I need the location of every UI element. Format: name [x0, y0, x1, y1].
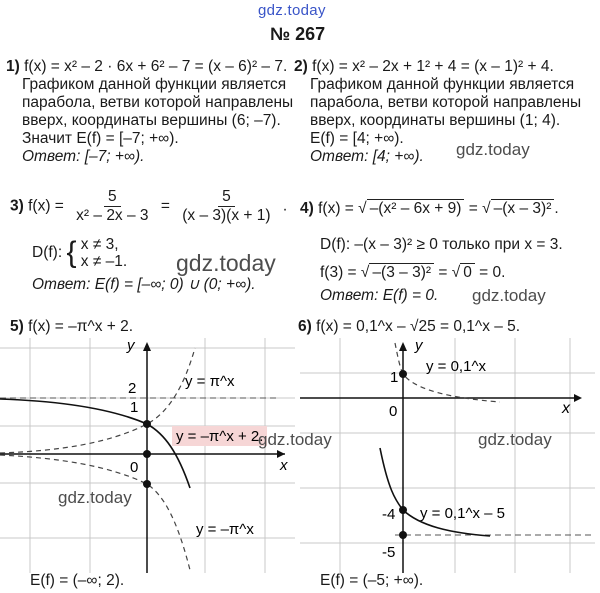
p3-domain-label: D(f): [32, 244, 63, 262]
p5-range: E(f) = (–∞; 2). [30, 572, 125, 589]
p2-line2: Графиком данной функции является [310, 76, 575, 93]
p2-formula: f(x) = x² – 2x + 1² + 4 = (x – 1)² + 4. [312, 58, 554, 75]
p5-curve-main [0, 399, 190, 488]
watermark: gdz.today [258, 430, 332, 449]
p2-line4: вверх, координаты вершины (1; 4). [310, 112, 561, 129]
p3-num2: 5 [218, 188, 235, 207]
p4-label: 4) [300, 200, 314, 217]
p3-label: 3) [10, 197, 24, 215]
p5-point-1 [143, 420, 151, 428]
p3-dot: . [282, 197, 288, 215]
p6-point-1 [399, 370, 407, 378]
p6-curve-main [380, 448, 490, 536]
brace-icon: { [66, 236, 77, 269]
p3-domain [32, 236, 127, 270]
p5-curve1-label: y = π^x [185, 373, 235, 390]
p3-cond1: x ≠ 3, [80, 236, 119, 253]
p6-tick-m5: -5 [382, 544, 396, 561]
p4-dot: . [554, 200, 559, 217]
p6-tick-1: 1 [390, 369, 399, 386]
p6-range: E(f) = (–5; +∞). [320, 572, 424, 589]
p4-f3: f(3) = √ –(3 – 3)² = √ 0 = 0. [320, 264, 506, 281]
p5-curve-neg-pi-x [0, 455, 190, 570]
p3-den1: x² – 2x – 3 [76, 207, 149, 224]
p4-domain: D(f): –(x – 3)² ≥ 0 только при x = 3. [320, 236, 563, 253]
watermark: gdz.today [58, 488, 132, 507]
p1-line4: вверх, координаты вершины (6; –7). [22, 112, 281, 129]
p6-tick-m4: -4 [382, 506, 396, 523]
p6-tick-0: 0 [389, 403, 398, 420]
p6-y-arrow-icon [399, 342, 407, 351]
p3-eq: = [160, 197, 170, 215]
p6-formula: f(x) = 0,1^x – √25 = 0,1^x – 5. [316, 318, 521, 335]
p3-fx: f(x) = [28, 197, 64, 215]
p5-graph [0, 338, 295, 573]
p1-line3: парабола, ветви которой направлены [22, 94, 294, 111]
p5-formula: f(x) = –π^x + 2. [28, 318, 134, 335]
p3-fraction-2 [178, 188, 274, 225]
p5-label: 5) [10, 318, 24, 335]
problem-6 [298, 318, 520, 336]
p5-tick-2: 2 [128, 380, 137, 397]
p5-y-label: y [127, 338, 135, 354]
p2-line3: парабола, ветви которой направлены [310, 94, 582, 111]
p1-line5: Значит E(f) = [–7; +∞). [22, 130, 179, 147]
p5-tick-1: 1 [130, 399, 139, 416]
watermark: gdz.today [176, 250, 276, 276]
p4-answer: Ответ: E(f) = 0. [320, 287, 439, 304]
p5-tick-0: 0 [130, 459, 139, 476]
p5-curve2-label: y = –π^x + 2. [176, 428, 264, 445]
watermark: gdz.today [456, 140, 530, 159]
p1-label: 1) [6, 58, 20, 75]
problem-4: 4) f(x) = √ –(x² – 6x + 9) = √ –(x – 3)² . [300, 200, 559, 217]
watermark: gdz.today [472, 286, 546, 305]
p3-answer: Ответ: E(f) = [–∞; 0) ∪ (0; +∞). [32, 276, 256, 293]
p3-cond2: x ≠ –1. [80, 253, 128, 270]
p4-radicand-1: –(x² – 6x + 9) [367, 199, 465, 217]
site-title: gdz.today [258, 2, 326, 19]
p4-radicand-4: 0 [460, 263, 475, 281]
p3-system [81, 236, 127, 270]
p6-y-label: y [415, 338, 423, 354]
p2-label: 2) [294, 58, 308, 75]
p5-point-m1 [143, 480, 151, 488]
p5-point-0 [143, 450, 151, 458]
p4-radicand-2: –(x – 3)² [491, 199, 555, 217]
p6-point-m4 [399, 506, 407, 514]
problem-1 [6, 58, 293, 166]
p4-fx: f(x) = [318, 200, 354, 217]
p5-y-arrow-icon [143, 342, 151, 351]
p4-f3-left: f(3) = [320, 264, 357, 281]
p5-x-label: x [280, 457, 288, 474]
problem-3 [10, 188, 287, 225]
p6-curve2-label: y = 0,1^x – 5 [420, 505, 506, 522]
p3-num1: 5 [104, 188, 121, 207]
p3-fraction-1 [72, 188, 152, 225]
exercise-number: № 267 [270, 24, 326, 44]
p3-den2: (x – 3)(x + 1) [182, 207, 271, 224]
p6-x-label: x [562, 400, 570, 417]
problem-2 [294, 58, 581, 166]
p6-curve1-label: y = 0,1^x [426, 358, 486, 375]
p2-answer: Ответ: [4; +∞). [310, 148, 424, 165]
p4-f3-end: = 0. [479, 264, 506, 281]
p2-line5: E(f) = [4; +∞). [310, 130, 404, 147]
p6-x-arrow-icon [574, 394, 582, 402]
p6-point-m5 [399, 531, 407, 539]
p1-line2: Графиком данной функции является [22, 76, 287, 93]
p4-radicand-3: –(3 – 3)² [369, 263, 434, 281]
p4-eq: = [468, 200, 478, 217]
p1-formula: f(x) = x² – 2 · 6x + 6² – 7 = (x – 6)² – 7. [24, 58, 288, 75]
p6-label: 6) [298, 318, 312, 335]
problem-5 [10, 318, 133, 336]
p1-answer: Ответ: [–7; +∞). [22, 148, 145, 165]
p5-curve3-label: y = –π^x [196, 521, 254, 538]
watermark: gdz.today [478, 430, 552, 449]
p4-f3-mid: = [438, 264, 448, 281]
p6-graph [300, 338, 595, 573]
